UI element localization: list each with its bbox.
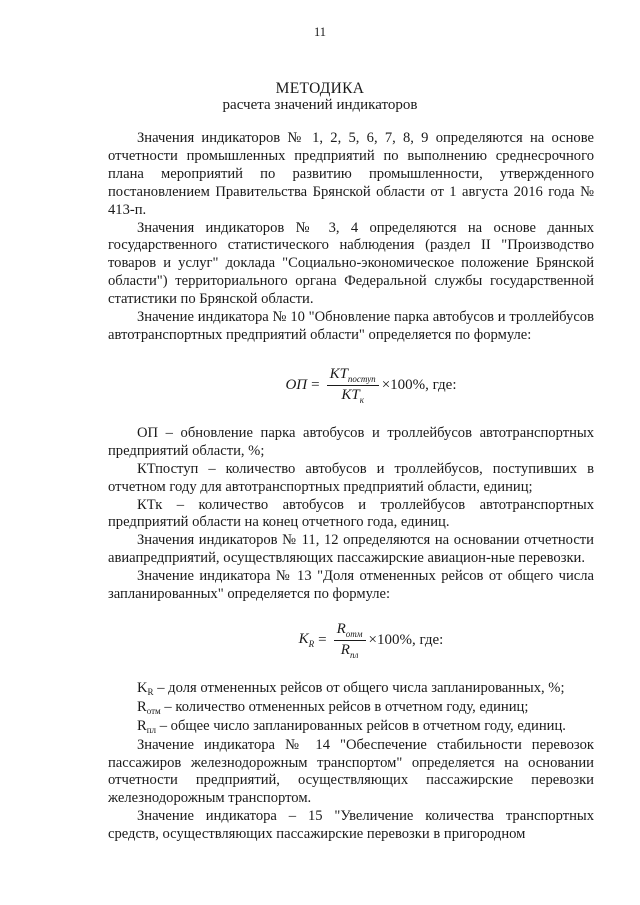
kr-definition-text: – доля отмененных рейсов от общего числа запланированных, %; (157, 679, 565, 696)
rotm-definition-text: – количество отмененных рейсов в отчетном году, единиц; (164, 698, 529, 715)
definition-rotm (108, 699, 594, 718)
definition-kr (108, 680, 594, 699)
formula-kr-denominator (338, 641, 362, 661)
formula-op-lhs: ОП (285, 376, 308, 393)
document-title: МЕТОДИКА (275, 80, 365, 97)
denominator-sub: к (359, 395, 364, 406)
definition-kt-postup: КТпоступ – количество автобусов и троллейбусов, поступивших в отчетном году для автотранспортных предприятий области, единиц; (108, 460, 594, 495)
document-subtitle: расчета значений индикаторов (222, 97, 418, 113)
definition-rpl (108, 718, 594, 737)
formula-kr-lhs (299, 631, 315, 650)
formula-op (108, 355, 594, 417)
kr-sub: R (308, 639, 315, 650)
denominator-main: КТ (341, 387, 360, 404)
numerator-sub: отм (345, 629, 363, 640)
formula-op-equals: = (311, 376, 320, 393)
formula-kr-equals: = (318, 631, 327, 648)
kr-main: K (298, 631, 309, 648)
paragraph-indicator-13: Значение индикатора № 13 "Доля отмененных рейсов от общего числа запланированных" определяется по формуле: (108, 568, 594, 603)
numerator-main: R (336, 621, 346, 638)
paragraph-indicators-1-9: Значения индикаторов № 1, 2, 5, 6, 7, 8, 9 определяются на основе отчетности промышленных предприятий по выполнению среднесрочного плана мероприятий по развитию промышленности, утвержденного постановлением Правительства Брянской области от 1 августа 2016 года № 413-п. (108, 130, 594, 218)
formula-op-fraction (327, 365, 379, 406)
numerator-sub: поступ (347, 374, 376, 385)
formula-op-denominator (338, 386, 367, 406)
page-number: 11 (313, 25, 327, 39)
denominator-main: R (340, 642, 350, 659)
denominator-sub: пл (349, 650, 359, 661)
paragraph-indicator-10: Значение индикатора № 10 "Обновление парка автобусов и троллейбусов автотранспортных предприятий области" определяется по формуле: (108, 309, 594, 343)
kr-symbol: K (137, 679, 148, 696)
rpl-symbol: R (137, 717, 147, 734)
rpl-symbol-sub: пл (146, 724, 157, 735)
formula-kr-fraction (334, 620, 366, 661)
paragraph-indicator-14: Значение индикатора № 14 "Обеспечение стабильности перевозок пассажиров железнодорожным транспортом" определяется на основании отчетности предприятий, осуществляющих пассажирские перевозки железнодорожным транспортом. (108, 736, 594, 807)
rpl-definition-text: – общее число запланированных рейсов в отчетном году, единиц. (159, 717, 566, 734)
formula-op-tail: ×100%, где: (381, 376, 457, 393)
paragraph-indicators-11-12: Значения индикаторов № 11, 12 определяются на основании отчетности авиапредприятий, осуществляющих пассажирские авиацион-ные перевозки. (108, 532, 594, 567)
formula-kr (108, 612, 594, 670)
rotm-symbol: R (137, 698, 147, 715)
formula-kr-numerator (334, 620, 366, 641)
formula-op-numerator (327, 365, 379, 386)
kr-symbol-sub: R (147, 686, 154, 697)
definition-op: ОП – обновление парка автобусов и троллейбусов автотранспортных предприятий области, %; (108, 424, 594, 459)
paragraph-indicators-3-4: Значения индикаторов № 3, 4 определяются на основе данных государственного статистического наблюдения (раздел II "Производство товаров и услуг" доклада "Социально-экономическое положение Брянской области") территориального органа Федеральной службы государственной статистики по Брянской области. (108, 219, 594, 308)
formula-kr-tail: ×100%, где: (368, 631, 444, 648)
rotm-symbol-sub: отм (146, 705, 161, 716)
numerator-main: КТ (329, 366, 348, 383)
definition-kt-k: КТк – количество автобусов и троллейбусов автотранспортных предприятий области на конец отчетного года, единиц. (108, 496, 594, 531)
document-body (108, 130, 594, 844)
paragraph-indicator-15: Значение индикатора – 15 "Увеличение количества транспортных средств, осуществляющих пассажирские перевозки в пригородном (108, 808, 594, 843)
